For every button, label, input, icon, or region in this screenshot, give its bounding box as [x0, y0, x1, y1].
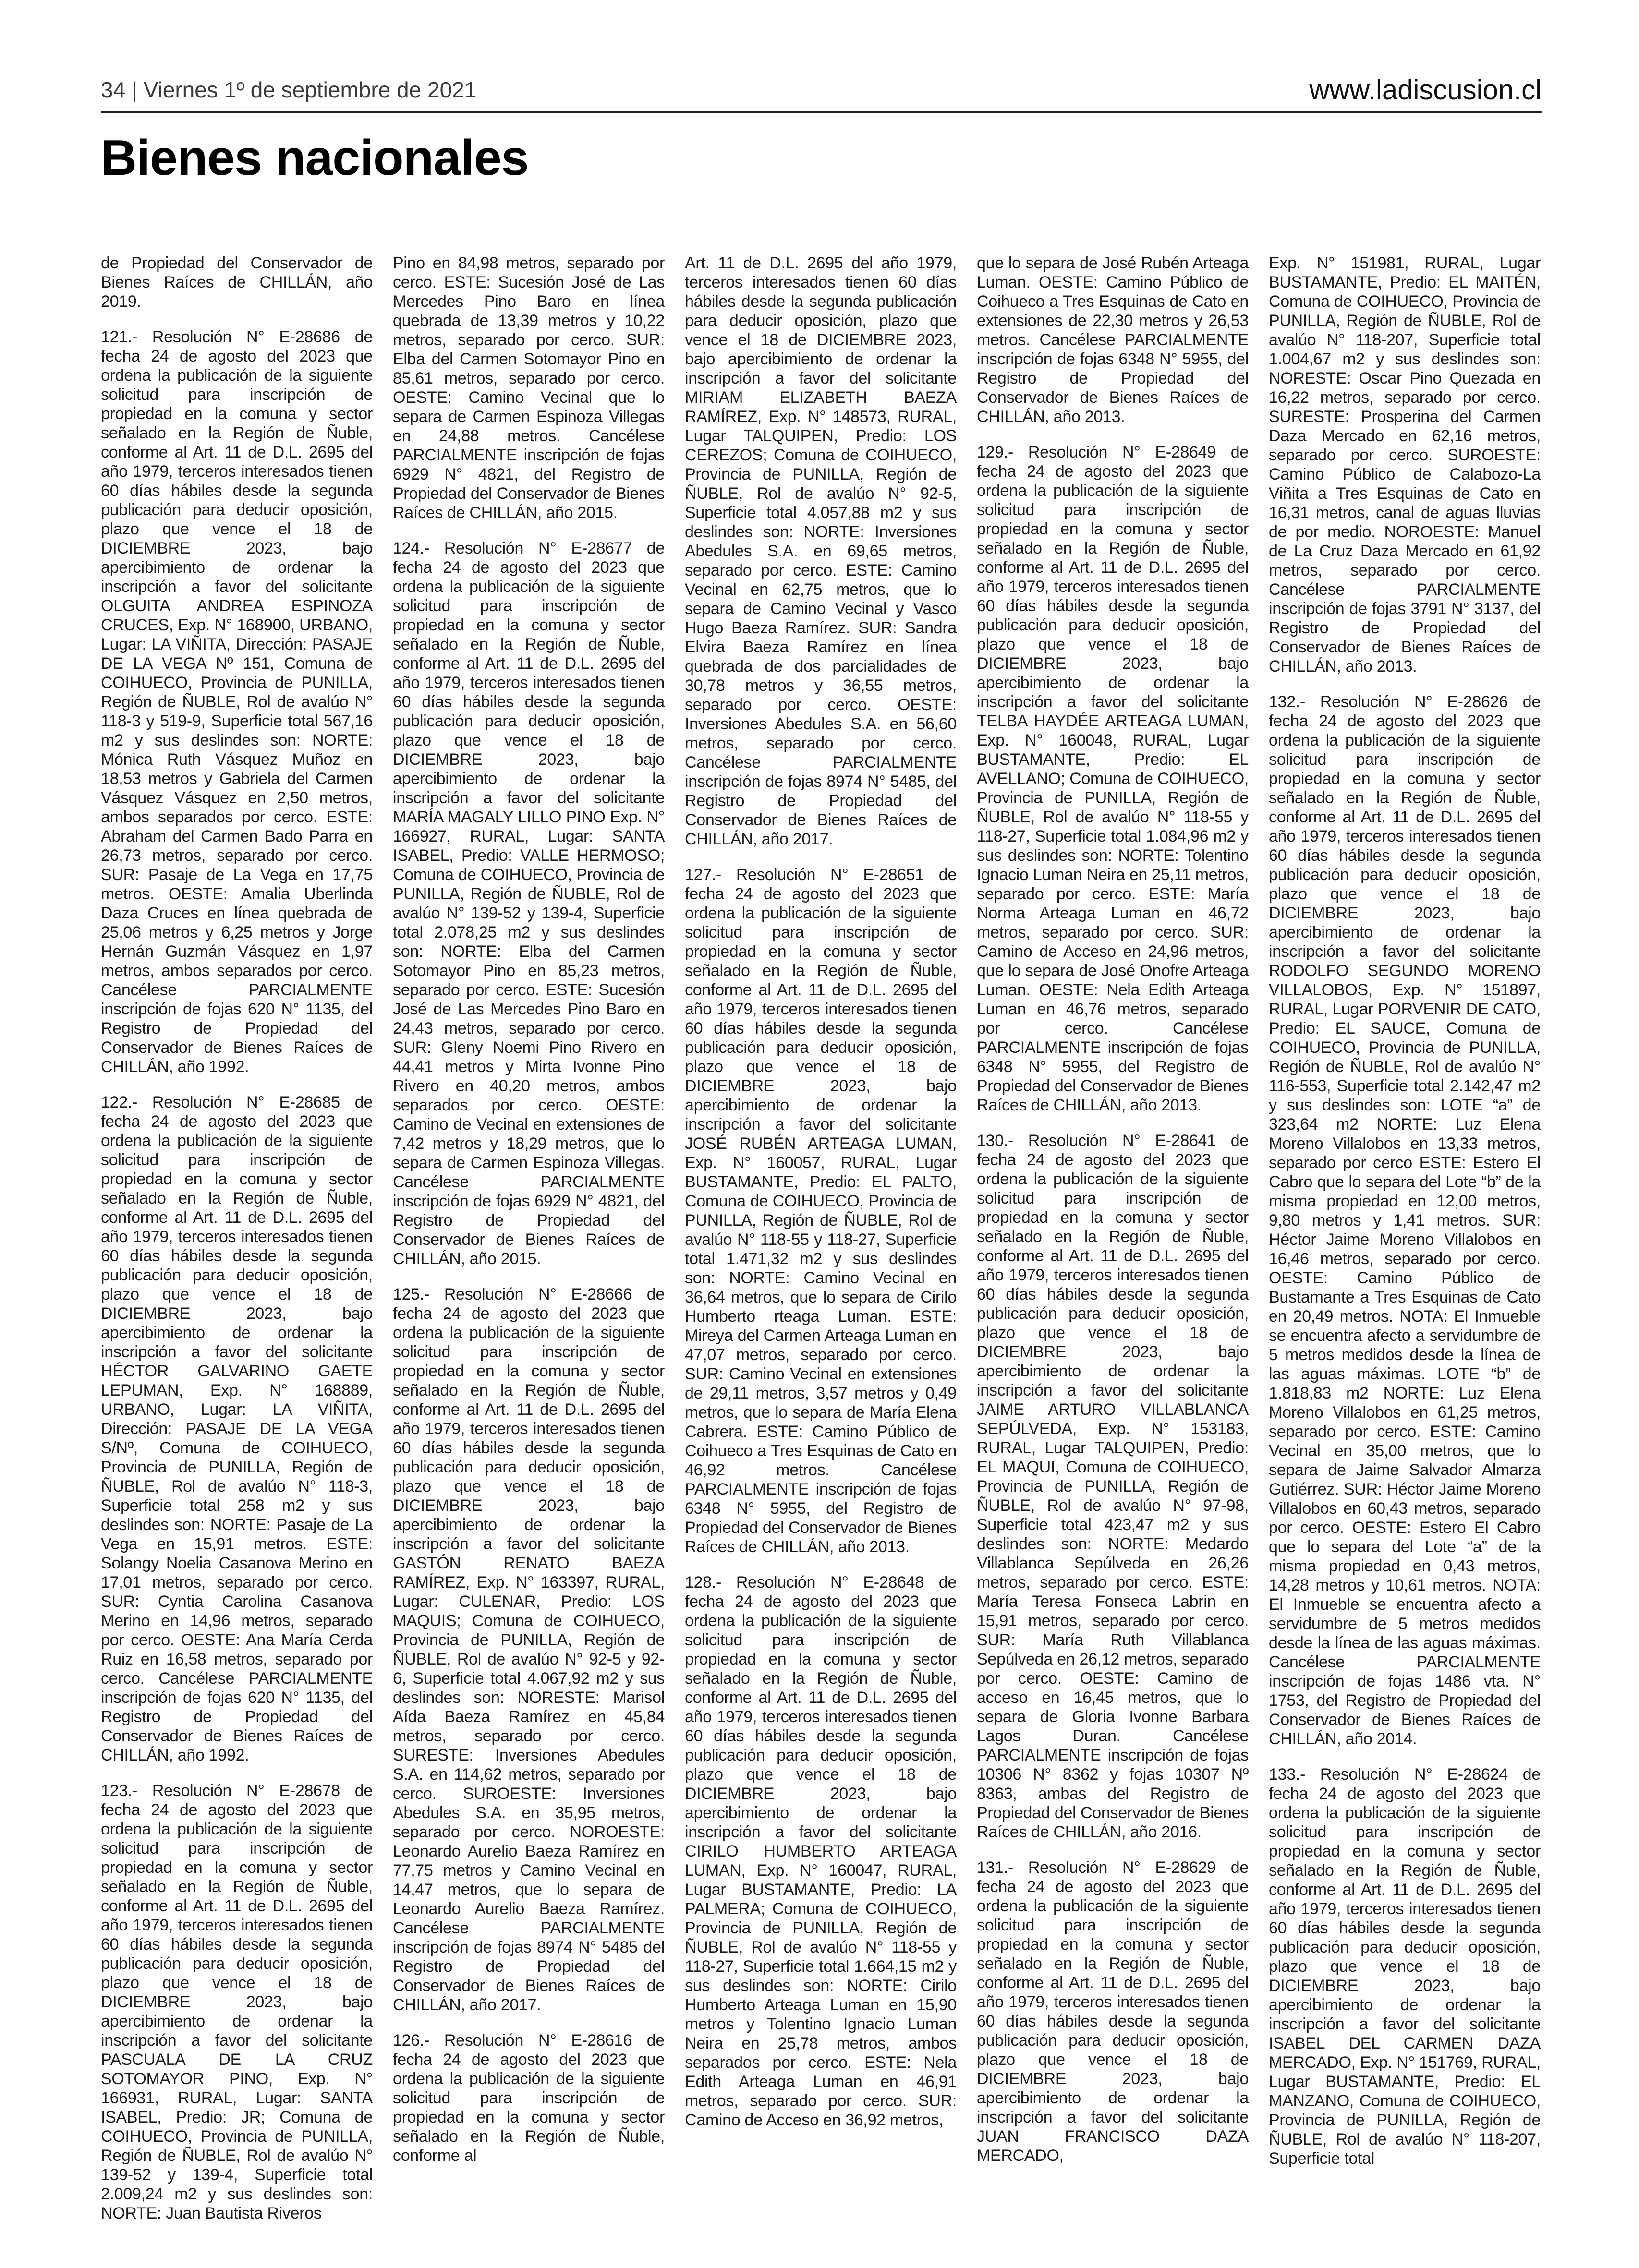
- notice-paragraph: Exp. N° 151981, RURAL, Lugar BUSTAMANTE, Predio: EL MAITÉN, Comuna de COIHUECO, Provincia de PUNILLA, Región de ÑUBLE, Rol de avalúo N° 118-207, Superficie total 1.004,67 m2 y sus deslindes son: NORESTE: Oscar Pino Quezada en 16,22 metros, separado por cerco. SURESTE: Prosperina del Carmen Daza Mercado en 62,16 metros, separado por cerco. SUROESTE: Camino Público de Calabozo-La Viñita a Tres Esquinas de Cato en 16,31 metros, canal de aguas lluvias de por medio. NOROESTE: Manuel de La Cruz Daza Mercado en 61,92 metros, separado por cerco. Cancélese PARCIALMENTE inscripción de fojas 3791 N° 3137, del Registro de Propiedad del Conservador de Bienes Raíces de CHILLÁN, año 2013.: [1269, 254, 1541, 676]
- column-1: [101, 253, 373, 2236]
- column-4: [977, 253, 1249, 2236]
- notice-paragraph: 132.- Resolución N° E-28626 de fecha 24 de agosto del 2023 que ordena la publicación de la siguiente solicitud para inscripción de propiedad en la comuna y sector señalado en la Región de Ñuble, conforme al Art. 11 de D.L. 2695 del año 1979, terceros interesados tienen 60 días hábiles desde la segunda publicación para deducir oposición, plazo que vence el 18 de DICIEMBRE 2023, bajo apercibimiento de ordenar la inscripción a favor del solicitante RODOLFO SEGUNDO MORENO VILLALOBOS, Exp. N° 151897, RURAL, Lugar PORVENIR DE CATO, Predio: EL SAUCE, Comuna de COIHUECO, Provincia de PUNILLA, Región de ÑUBLE, Rol de avalúo N° 116-553, Superficie total 2.142,47 m2 y sus deslindes son: LOTE “a” de 323,64 m2 NORTE: Luz Elena Moreno Villalobos en 13,33 metros, separado por cerco ESTE: Estero El Cabro que lo separa del Lote “b” de la misma propiedad en 12,00 metros, 9,80 metros y 1,41 metros. SUR: Héctor Jaime Moreno Villalobos en 16,46 metros, separado por cerco. OESTE: Camino Público de Bustamante a Tres Esquinas de Cato en 20,49 metros. NOTA: El Inmueble se encuentra afecto a servidumbre de 5 metros medidos desde la línea de las aguas máximas. LOTE “b” de 1.818,83 m2 NORTE: Luz Elena Moreno Villalobos en 61,25 metros, separado por cerco. ESTE: Camino Vecinal en 35,00 metros, que lo separa de Jaime Salvador Almarza Gutiérrez. SUR: Héctor Jaime Moreno Villalobos en 60,43 metros, separado por cerco. OESTE: Estero El Cabro que lo separa del Lote “a” de la misma propiedad en 0,43 metros, 14,28 metros y 10,61 metros. NOTA: El Inmueble se encuentra afecto a servidumbre de 5 metros medidos desde la línea de las aguas máximas. Cancélese PARCIALMENTE inscripción de fojas 1486 vta. N° 1753, del Registro de Propiedad del Conservador de Bienes Raíces de CHILLÁN, año 2014.: [1269, 693, 1541, 1748]
- notice-paragraph: 130.- Resolución N° E-28641 de fecha 24 de agosto del 2023 que ordena la publicación de la siguiente solicitud para inscripción de propiedad en la comuna y sector señalado en la Región de Ñuble, conforme al Art. 11 de D.L. 2695 del año 1979, terceros interesados tienen 60 días hábiles desde la segunda publicación para deducir oposición, plazo que vence el 18 de DICIEMBRE 2023, bajo apercibimiento de ordenar la inscripción a favor del solicitante JAIME ARTURO VILLABLANCA SEPÚLVEDA, Exp. N° 153183, RURAL, Lugar TALQUIPEN, Predio: EL MAQUI, Comuna de COIHUECO, Provincia de PUNILLA, Región de ÑUBLE, Rol de avalúo N° 97-98, Superficie total 423,47 m2 y sus deslindes son: NORTE: Medardo Villablanca Sepúlveda en 26,26 metros, separado por cerco. ESTE: María Teresa Fonseca Labrin en 15,91 metros, separado por cerco. SUR: María Ruth Villablanca Sepúlveda en 26,12 metros, separado por cerco. OESTE: Camino de acceso en 16,45 metros, que lo separa de Gloria Ivonne Barbara Lagos Duran. Cancélese PARCIALMENTE inscripción de fojas 10306 N° 8362 y fojas 10307 Nº 8363, ambas del Registro de Propiedad del Conservador de Bienes Raíces de CHILLÁN, año 2016.: [977, 1132, 1249, 1841]
- notice-paragraph: 129.- Resolución N° E-28649 de fecha 24 de agosto del 2023 que ordena la publicación de la siguiente solicitud para inscripción de propiedad en la comuna y sector señalado en la Región de Ñuble, conforme al Art. 11 de D.L. 2695 del año 1979, terceros interesados tienen 60 días hábiles desde la segunda publicación para deducir oposición, plazo que vence el 18 de DICIEMBRE 2023, bajo apercibimiento de ordenar la inscripción a favor del solicitante TELBA HAYDÉE ARTEAGA LUMAN, Exp. N° 160048, RURAL, Lugar BUSTAMANTE, Predio: EL AVELLANO; Comuna de COIHUECO, Provincia de PUNILLA, Región de ÑUBLE, Rol de avalúo N° 118-55 y 118-27, Superficie total 1.084,96 m2 y sus deslindes son: NORTE: Tolentino Ignacio Luman Neira en 25,11 metros, separado por cerco. ESTE: María Norma Arteaga Luman en 46,72 metros, separado por cerco. SUR: Camino de Acceso en 24,96 metros, que lo separa de José Onofre Arteaga Luman. OESTE: Nela Edith Arteaga Luman en 46,76 metros, separado por cerco. Cancélese PARCIALMENTE inscripción de fojas 6348 N° 5955, del Registro de Propiedad del Conservador de Bienes Raíces de CHILLÁN, año 2013.: [977, 443, 1249, 1114]
- notice-paragraph: 128.- Resolución N° E-28648 de fecha 24 de agosto del 2023 que ordena la publicación de la siguiente solicitud para inscripción de propiedad en la comuna y sector señalado en la Región de Ñuble, conforme al Art. 11 de D.L. 2695 del año 1979, terceros interesados tienen 60 días hábiles desde la segunda publicación para deducir oposición, plazo que vence el 18 de DICIEMBRE 2023, bajo apercibimiento de ordenar la inscripción a favor del solicitante CIRILO HUMBERTO ARTEAGA LUMAN, Exp. N° 160047, RURAL, Lugar BUSTAMANTE, Predio: LA PALMERA; Comuna de COIHUECO, Provincia de PUNILLA, Región de ÑUBLE, Rol de avalúo N° 118-55 y 118-27, Superficie total 1.664,15 m2 y sus deslindes son: NORTE: Cirilo Humberto Arteaga Luman en 15,90 metros y Tolentino Ignacio Luman Neira en 25,78 metros, ambos separados por cerco. ESTE: Nela Edith Arteaga Luman en 46,91 metros, separado por cerco. SUR: Camino de Acceso en 36,92 metros,: [685, 1573, 957, 2129]
- notice-paragraph: 131.- Resolución N° E-28629 de fecha 24 de agosto del 2023 que ordena la publicación de la siguiente solicitud para inscripción de propiedad en la comuna y sector señalado en la Región de Ñuble, conforme al Art. 11 de D.L. 2695 del año 1979, terceros interesados tienen 60 días hábiles desde la segunda publicación para deducir oposición, plazo que vence el 18 de DICIEMBRE 2023, bajo apercibimiento de ordenar la inscripción a favor del solicitante JUAN FRANCISCO DAZA MERCADO,: [977, 1858, 1249, 2165]
- notice-paragraph: 127.- Resolución N° E-28651 de fecha 24 de agosto del 2023 que ordena la publicación de la siguiente solicitud para inscripción de propiedad en la comuna y sector señalado en la Región de Ñuble, conforme al Art. 11 de D.L. 2695 del año 1979, terceros interesados tienen 60 días hábiles desde la segunda publicación para deducir oposición, plazo que vence el 18 de DICIEMBRE 2023, bajo apercibimiento de ordenar la inscripción a favor del solicitante JOSÉ RUBÉN ARTEAGA LUMAN, Exp. N° 160057, RURAL, Lugar BUSTAMANTE, Predio: EL PALTO, Comuna de COIHUECO, Provincia de PUNILLA, Región de ÑUBLE, Rol de avalúo N° 118-55 y 118-27, Superficie total 1.471,32 m2 y sus deslindes son: NORTE: Camino Vecinal en 36,64 metros, que lo separa de Cirilo Humberto rteaga Luman. ESTE: Mireya del Carmen Arteaga Luman en 47,07 metros, separado por cerco. SUR: Camino Vecinal en extensiones de 29,11 metros, 3,57 metros y 0,49 metros, que lo separa de María Elena Cabrera. ESTE: Camino Público de Coihueco a Tres Esquinas de Cato en 46,92 metros. Cancélese PARCIALMENTE inscripción de fojas 6348 N° 5955, del Registro de Propiedad del Conservador de Bienes Raíces de CHILLÁN, año 2013.: [685, 866, 957, 1556]
- notice-paragraph: Art. 11 de D.L. 2695 del año 1979, terceros interesados tienen 60 días hábiles desde la segunda publicación para deducir oposición, plazo que vence el 18 de DICIEMBRE 2023, bajo apercibimiento de ordenar la inscripción a favor del solicitante MIRIAM ELIZABETH BAEZA RAMÍREZ, Exp. N° 148573, RURAL, Lugar TALQUIPEN, Predio: LOS CEREZOS; Comuna de COIHUECO, Provincia de PUNILLA, Región de ÑUBLE, Rol de avalúo N° 92-5, Superficie total 4.057,88 m2 y sus deslindes son: NORTE: Inversiones Abedules S.A. en 69,65 metros, separado por cerco. ESTE: Camino Vecinal en 62,75 metros, que lo separa de Camino Vecinal y Vasco Hugo Baeza Ramírez. SUR: Sandra Elvira Baeza Ramírez en línea quebrada de dos parcialidades de 30,78 metros y 36,55 metros, separado por cerco. OESTE: Inversiones Abedules S.A. en 56,60 metros, separado por cerco. Cancélese PARCIALMENTE inscripción de fojas 8974 N° 5485, del Registro de Propiedad del Conservador de Bienes Raíces de CHILLÁN, año 2017.: [685, 254, 957, 848]
- notice-paragraph: 121.- Resolución N° E-28686 de fecha 24 de agosto del 2023 que ordena la publicación de la siguiente solicitud para inscripción de propiedad en la comuna y sector señalado en la Región de Ñuble, conforme al Art. 11 de D.L. 2695 del año 1979, terceros interesados tienen 60 días hábiles desde la segunda publicación para deducir oposición, plazo que vence el 18 de DICIEMBRE 2023, bajo apercibimiento de ordenar la inscripción a favor del solicitante OLGUITA ANDREA ESPINOZA CRUCES, Exp. N° 168900, URBANO, Lugar: LA VIÑITA, Dirección: PASAJE DE LA VEGA Nº 151, Comuna de COIHUECO, Provincia de PUNILLA, Región de ÑUBLE, Rol de avalúo N° 118-3 y 519-9, Superficie total 567,16 m2 y sus deslindes son: NORTE: Mónica Ruth Vásquez Muñoz en 18,53 metros y Gabriela del Carmen Vásquez Vásquez en 2,50 metros, ambos separados por cerco. ESTE: Abraham del Carmen Bado Parra en 26,73 metros, separado por cerco. SUR: Pasaje de La Vega en 17,75 metros. OESTE: Amalia Uberlinda Daza Cruces en línea quebrada de 25,06 metros y 6,25 metros y Jorge Hernán Guzmán Vásquez en 1,97 metros, ambos separados por cerco. Cancélese PARCIALMENTE inscripción de fojas 620 N° 1135, del Registro de Propiedad del Conservador de Bienes Raíces de CHILLÁN, año 1992.: [101, 328, 373, 1076]
- notice-paragraph: Pino en 84,98 metros, separado por cerco. ESTE: Sucesión José de Las Mercedes Pino Baro en línea quebrada de 13,39 metros y 10,22 metros, separado por cerco. SUR: Elba del Carmen Sotomayor Pino en 85,61 metros, separado por cerco. OESTE: Camino Vecinal que lo separa de Carmen Espinoza Villegas en 24,88 metros. Cancélese PARCIALMENTE inscripción de fojas 6929 N° 4821, del Registro de Propiedad del Conservador de Bienes Raíces de CHILLÁN, año 2015.: [393, 254, 665, 522]
- website-url[interactable]: www.ladiscusion.cl: [1309, 74, 1542, 106]
- column-2: [393, 253, 665, 2236]
- notice-paragraph: 123.- Resolución N° E-28678 de fecha 24 de agosto del 2023 que ordena la publicación de la siguiente solicitud para inscripción de propiedad en la comuna y sector señalado en la Región de Ñuble, conforme al Art. 11 de D.L. 2695 del año 1979, terceros interesados tienen 60 días hábiles desde la segunda publicación para deducir oposición, plazo que vence el 18 de DICIEMBRE 2023, bajo apercibimiento de ordenar la inscripción a favor del solicitante PASCUALA DE LA CRUZ SOTOMAYOR PINO, Exp. N° 166931, RURAL, Lugar: SANTA ISABEL, Predio: JR; Comuna de COIHUECO, Provincia de PUNILLA, Región de ÑUBLE, Rol de avalúo N° 139-52 y 139-4, Superficie total 2.009,24 m2 y sus deslindes son: NORTE: Juan Bautista Riveros: [101, 1782, 373, 2222]
- column-5: [1269, 253, 1541, 2236]
- notice-paragraph: 126.- Resolución N° E-28616 de fecha 24 de agosto del 2023 que ordena la publicación de la siguiente solicitud para inscripción de propiedad en la comuna y sector señalado en la Región de Ñuble, conforme al: [393, 2031, 665, 2165]
- notice-columns: [101, 253, 1542, 2236]
- notice-paragraph: 125.- Resolución N° E-28666 de fecha 24 de agosto del 2023 que ordena la publicación de la siguiente solicitud para inscripción de propiedad en la comuna y sector señalado en la Región de Ñuble, conforme al Art. 11 de D.L. 2695 del año 1979, terceros interesados tienen 60 días hábiles desde la segunda publicación para deducir oposición, plazo que vence el 18 de DICIEMBRE 2023, bajo apercibimiento de ordenar la inscripción a favor del solicitante GASTÓN RENATO BAEZA RAMÍREZ, Exp. N° 163397, RURAL, Lugar: CULENAR, Predio: LOS MAQUIS; Comuna de COIHUECO, Provincia de PUNILLA, Región de ÑUBLE, Rol de avalúo N° 92-5 y 92-6, Superficie total 4.067,92 m2 y sus deslindes son: NORESTE: Marisol Aída Baeza Ramírez en 45,84 metros, separado por cerco. SURESTE: Inversiones Abedules S.A. en 114,62 metros, separado por cerco. SUROESTE: Inversiones Abedules S.A. en 35,95 metros, separado por cerco. NOROESTE: Leonardo Aurelio Baeza Ramírez en 77,75 metros y Camino Vecinal en 14,47 metros, que lo separa de Leonardo Aurelio Baeza Ramírez. Cancélese PARCIALMENTE inscripción de fojas 8974 N° 5485 del Registro de Propiedad del Conservador de Bienes Raíces de CHILLÁN, año 2017.: [393, 1285, 665, 2014]
- column-3: [685, 253, 957, 2236]
- notice-paragraph: de Propiedad del Conservador de Bienes Raíces de CHILLÁN, año 2019.: [101, 254, 373, 311]
- issue-date: Viernes 1º de septiembre de 2021: [143, 77, 477, 102]
- notice-paragraph: que lo separa de José Rubén Arteaga Luman. OESTE: Camino Público de Coihueco a Tres Esquinas de Cato en extensiones de 22,30 metros y 26,53 metros. Cancélese PARCIALMENTE inscripción de fojas 6348 N° 5955, del Registro de Propiedad del Conservador de Bienes Raíces de CHILLÁN, año 2013.: [977, 254, 1249, 426]
- notice-paragraph: 122.- Resolución N° E-28685 de fecha 24 de agosto del 2023 que ordena la publicación de la siguiente solicitud para inscripción de propiedad en la comuna y sector señalado en la Región de Ñuble, conforme al Art. 11 de D.L. 2695 del año 1979, terceros interesados tienen 60 días hábiles desde la segunda publicación para deducir oposición, plazo que vence el 18 de DICIEMBRE 2023, bajo apercibimiento de ordenar la inscripción a favor del solicitante HÉCTOR GALVARINO GAETE LEPUMAN, Exp. N° 168889, URBANO, Lugar: LA VIÑITA, Dirección: PASAJE DE LA VEGA S/Nº, Comuna de COIHUECO, Provincia de PUNILLA, Región de ÑUBLE, Rol de avalúo N° 118-3, Superficie total 258 m2 y sus deslindes son: NORTE: Pasaje de La Vega en 15,91 metros. ESTE: Solangy Noelia Casanova Merino en 17,01 metros, separado por cerco. SUR: Cyntia Carolina Casanova Merino en 14,96 metros, separado por cerco. OESTE: Ana María Cerda Ruiz en 16,58 metros, separado por cerco. Cancélese PARCIALMENTE inscripción de fojas 620 N° 1135, del Registro de Propiedad del Conservador de Bienes Raíces de CHILLÁN, año 1992.: [101, 1093, 373, 1764]
- section-title: Bienes nacionales: [101, 130, 529, 186]
- notice-paragraph: 124.- Resolución N° E-28677 de fecha 24 de agosto del 2023 que ordena la publicación de la siguiente solicitud para inscripción de propiedad en la comuna y sector señalado en la Región de Ñuble, conforme al Art. 11 de D.L. 2695 del año 1979, terceros interesados tienen 60 días hábiles desde la segunda publicación para deducir oposición, plazo que vence el 18 de DICIEMBRE 2023, bajo apercibimiento de ordenar la inscripción a favor del solicitante MARÍA MAGALY LILLO PINO Exp. N° 166927, RURAL, Lugar: SANTA ISABEL, Predio: VALLE HERMOSO; Comuna de COIHUECO, Provincia de PUNILLA, Región de ÑUBLE, Rol de avalúo N° 139-52 y 139-4, Superficie total 2.078,25 m2 y sus deslindes son: NORTE: Elba del Carmen Sotomayor Pino en 85,23 metros, separado por cerco. ESTE: Sucesión José de Las Mercedes Pino Baro en 24,43 metros, separado por cerco. SUR: Gleny Noemi Pino Rivero en 44,41 metros y Mirta Ivonne Pino Rivero en 40,20 metros, ambos separados por cerco. OESTE: Camino de Vecinal en extensiones de 7,42 metros y 18,29 metros, que lo separa de Carmen Espinoza Villegas. Cancélese PARCIALMENTE inscripción de fojas 6929 N° 4821, del Registro de Propiedad del Conservador de Bienes Raíces de CHILLÁN, año 2015.: [393, 539, 665, 1268]
- folio: 34 | Viernes 1º de septiembre de 2021: [101, 77, 477, 102]
- page-number: 34: [101, 77, 126, 102]
- notice-paragraph: 133.- Resolución N° E-28624 de fecha 24 de agosto del 2023 que ordena la publicación de la siguiente solicitud para inscripción de propiedad en la comuna y sector señalado en la Región de Ñuble, conforme al Art. 11 de D.L. 2695 del año 1979, terceros interesados tienen 60 días hábiles desde la segunda publicación para deducir oposición, plazo que vence el 18 de DICIEMBRE 2023, bajo apercibimiento de ordenar la inscripción a favor del solicitante ISABEL DEL CARMEN DAZA MERCADO, Exp. N° 151769, RURAL, Lugar BUSTAMANTE, Predio: EL MANZANO, Comuna de COIHUECO, Provincia de PUNILLA, Región de ÑUBLE, Rol de avalúo N° 118-207, Superficie total: [1269, 1765, 1541, 2168]
- header-rule: [101, 111, 1542, 113]
- page-header: [101, 72, 1542, 110]
